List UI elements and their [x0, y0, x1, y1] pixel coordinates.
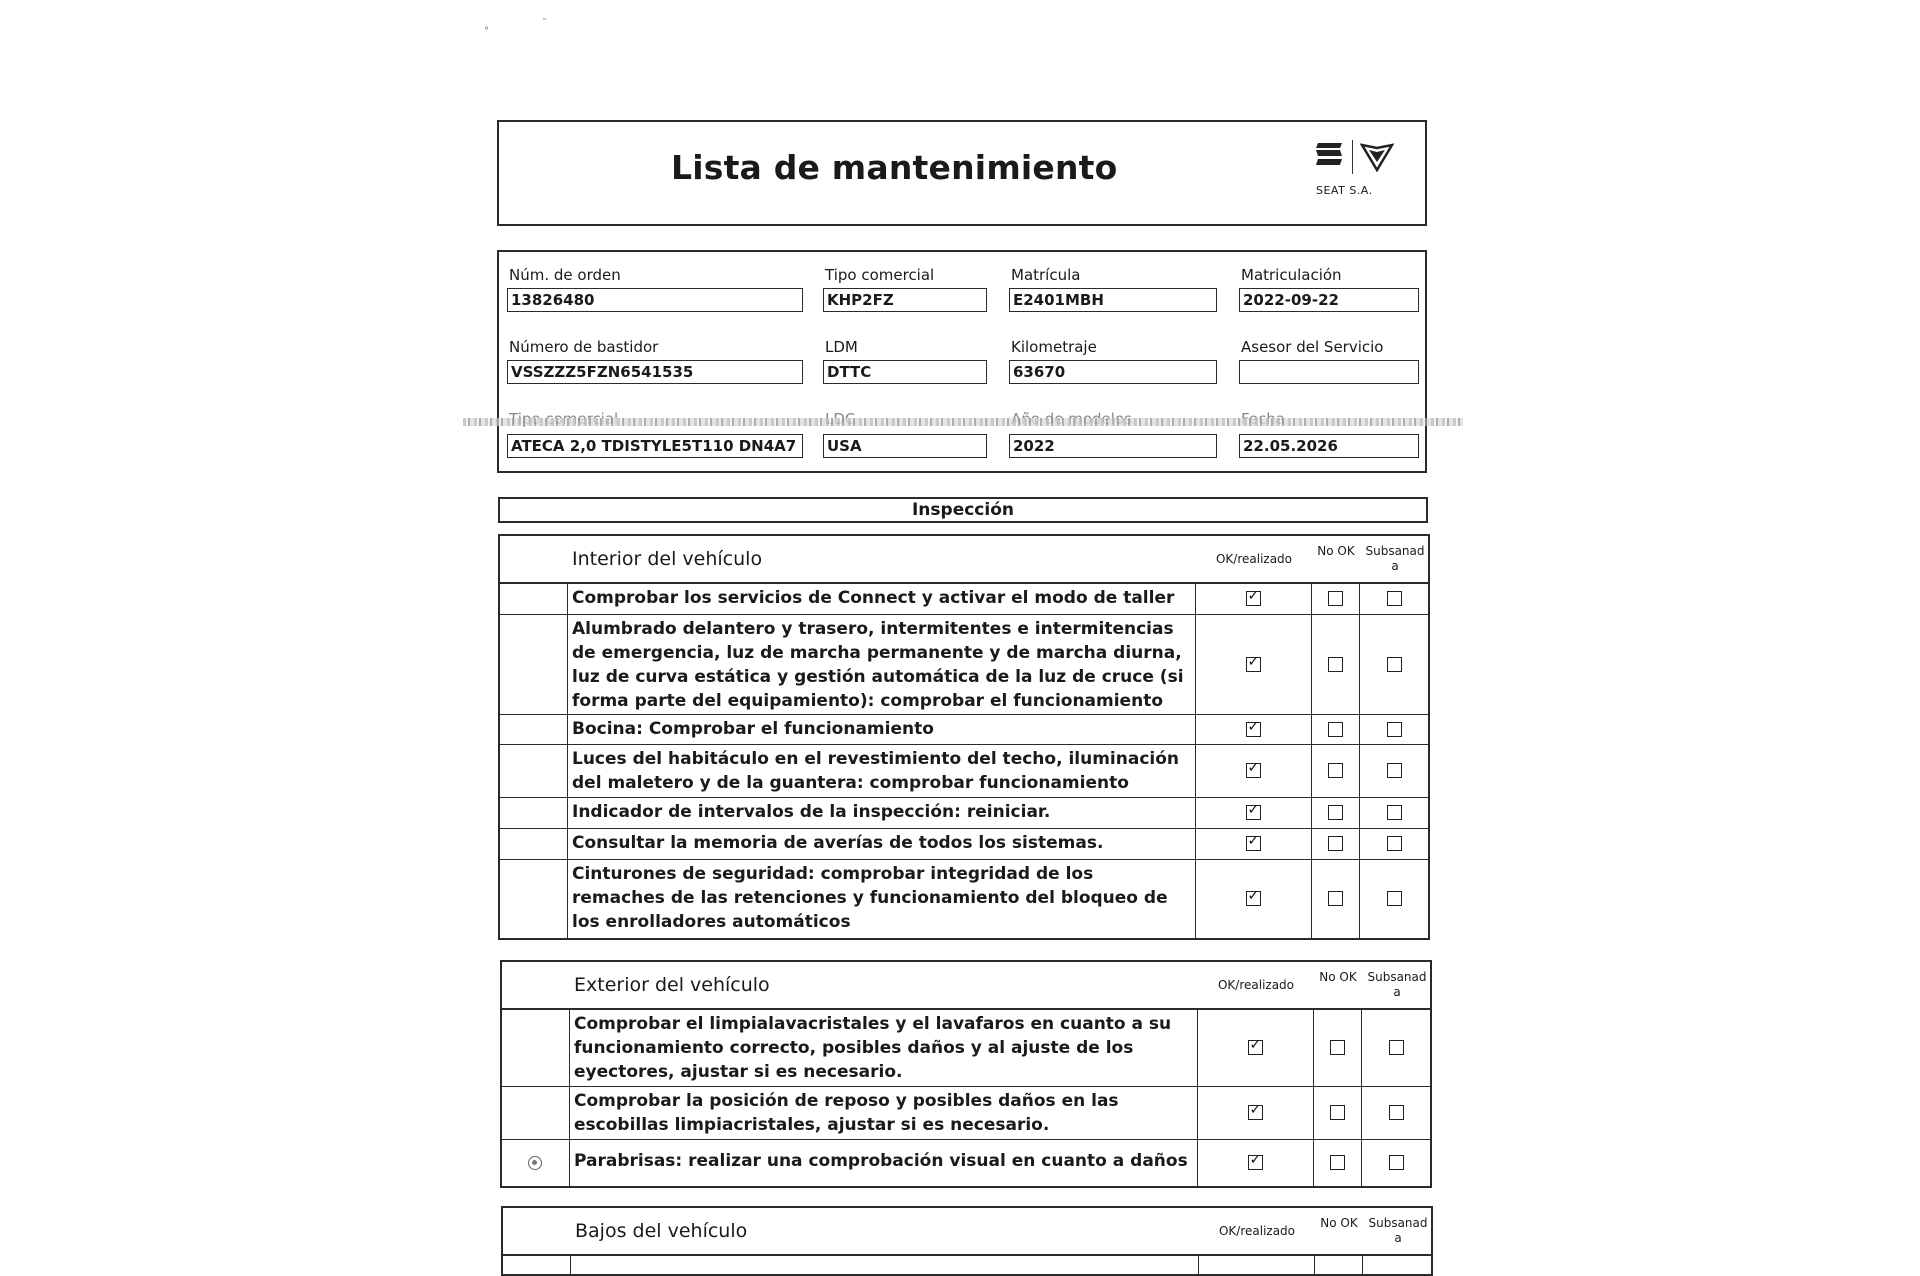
checklist-row: [500, 615, 1428, 715]
section-bajos: [501, 1206, 1433, 1276]
column-ok-header: OK/realizado: [1217, 978, 1295, 992]
field-tipo-comercial-2[interactable]: ATECA 2,0 TDISTYLE5T110 DN4A7: [507, 434, 803, 458]
scan-noise-line: [463, 418, 1463, 426]
checklist-item-text: Cinturones de seguridad: comprobar integridad de los remaches de las retenciones y funcionamiento del bloqueo de los enrolladores automáticos: [568, 860, 1196, 938]
row-marker-cell: [500, 860, 568, 938]
field-ano-modelos[interactable]: 2022: [1009, 434, 1217, 458]
checklist-item-text: Alumbrado delantero y trasero, intermitentes e intermitencias de emergencia, luz de marcha permanente y de marcha diurna, luz de curva estática y gestión automática de la luz de cruce (si forma parte del equipamiento): comprobar el funcionamiento: [568, 615, 1196, 714]
checklist-row: [500, 715, 1428, 745]
checklist-item-text: Comprobar los servicios de Connect y activar el modo de taller: [568, 584, 1196, 614]
checklist-item-text: Comprobar la posición de reposo y posibles daños en las escobillas limpiacristales, ajustar si es necesario.: [570, 1087, 1198, 1139]
ok-cell: [1199, 1256, 1315, 1276]
checklist-row: [502, 1087, 1430, 1140]
ok-checkbox[interactable]: [1246, 722, 1261, 737]
label-numero-bastidor: Número de bastidor: [509, 338, 659, 356]
subsanada-checkbox[interactable]: [1389, 1155, 1404, 1170]
ok-checkbox[interactable]: [1246, 891, 1261, 906]
column-subsanada-header: Subsanad a: [1365, 544, 1425, 573]
ok-checkbox[interactable]: [1248, 1105, 1263, 1120]
section-header: [503, 1208, 1431, 1256]
no-ok-checkbox[interactable]: [1328, 657, 1343, 672]
label-matricula: Matrícula: [1011, 266, 1081, 284]
column-ok-header: OK/realizado: [1215, 552, 1293, 566]
no-ok-checkbox[interactable]: [1328, 891, 1343, 906]
section-title: Interior del vehículo: [572, 548, 763, 570]
checklist-item-text: Indicador de intervalos de la inspección: reiniciar.: [568, 798, 1196, 828]
field-matriculacion[interactable]: 2022-09-22: [1239, 288, 1419, 312]
subsanada-checkbox[interactable]: [1387, 722, 1402, 737]
no-ok-checkbox[interactable]: [1328, 836, 1343, 851]
column-no-ok-header: No OK: [1319, 970, 1357, 984]
row-marker-cell: [500, 584, 568, 614]
no-ok-checkbox[interactable]: [1330, 1155, 1345, 1170]
no-ok-checkbox[interactable]: [1328, 591, 1343, 606]
subsanada-checkbox[interactable]: [1387, 805, 1402, 820]
checklist-item-text: Consultar la memoria de averías de todos los sistemas.: [568, 829, 1196, 859]
field-asesor-servicio[interactable]: [1239, 360, 1419, 384]
checklist-row: [502, 1010, 1430, 1087]
checklist-row: [502, 1140, 1430, 1186]
checklist-item-text: Bocina: Comprobar el funcionamiento: [568, 715, 1196, 744]
column-subsanada-header: Subsanad a: [1367, 970, 1427, 999]
label-asesor-servicio: Asesor del Servicio: [1241, 338, 1384, 356]
field-ldm[interactable]: DTTC: [823, 360, 987, 384]
field-kilometraje[interactable]: 63670: [1009, 360, 1217, 384]
logo-separator: [1352, 140, 1353, 174]
field-num-orden[interactable]: 13826480: [507, 288, 803, 312]
checklist-item-text: Comprobar el limpialavacristales y el lavafaros en cuanto a su funcionamiento correcto, posibles daños y al ajuste de los eyectores, ajustar si es necesario.: [570, 1010, 1198, 1086]
field-tipo-comercial[interactable]: KHP2FZ: [823, 288, 987, 312]
row-marker-cell: [503, 1256, 571, 1276]
field-numero-bastidor[interactable]: VSSZZZ5FZN6541535: [507, 360, 803, 384]
no-ok-cell: [1315, 1256, 1363, 1276]
label-matriculacion: Matriculación: [1241, 266, 1342, 284]
checklist-row: [500, 584, 1428, 615]
scan-speck: ˘: [542, 18, 547, 29]
field-matricula[interactable]: E2401MBH: [1009, 288, 1217, 312]
scan-speck: °: [484, 26, 489, 37]
field-ldc[interactable]: USA: [823, 434, 987, 458]
label-kilometraje: Kilometraje: [1011, 338, 1097, 356]
ok-checkbox[interactable]: [1246, 591, 1261, 606]
ok-checkbox[interactable]: [1246, 836, 1261, 851]
section-exterior: [500, 960, 1432, 1188]
section-title: Exterior del vehículo: [574, 974, 770, 996]
subsanada-checkbox[interactable]: [1389, 1040, 1404, 1055]
subsanada-checkbox[interactable]: [1387, 763, 1402, 778]
ok-checkbox[interactable]: [1246, 805, 1261, 820]
label-ldm: LDM: [825, 338, 858, 356]
checklist-item-text: Luces del habitáculo en el revestimiento del techo, iluminación del maletero y de la guantera: comprobar funcionamiento: [568, 745, 1196, 797]
inspection-header: Inspección: [498, 497, 1428, 523]
row-marker-cell: [500, 745, 568, 797]
checklist-row: [500, 829, 1428, 860]
subsanada-checkbox[interactable]: [1387, 657, 1402, 672]
no-ok-checkbox[interactable]: [1328, 763, 1343, 778]
label-num-orden: Núm. de orden: [509, 266, 621, 284]
no-ok-checkbox[interactable]: [1328, 722, 1343, 737]
company-name: SEAT S.A.: [1316, 184, 1373, 197]
row-marker-cell: [502, 1087, 570, 1139]
checklist-row: [500, 798, 1428, 829]
no-ok-checkbox[interactable]: [1330, 1040, 1345, 1055]
ok-checkbox[interactable]: [1248, 1155, 1263, 1170]
cupra-emblem-icon: [1360, 142, 1394, 172]
checklist-row: [503, 1256, 1431, 1276]
checklist-row: [500, 745, 1428, 798]
column-no-ok-header: No OK: [1320, 1216, 1358, 1230]
row-marker-cell: [500, 829, 568, 859]
column-ok-header: OK/realizado: [1218, 1224, 1296, 1238]
vehicle-info-block: [497, 250, 1427, 473]
row-marker-cell: [502, 1010, 570, 1086]
subsanada-checkbox[interactable]: [1387, 836, 1402, 851]
document-title: Lista de mantenimiento: [671, 148, 1118, 187]
subsanada-cell: [1363, 1256, 1433, 1276]
row-marker-cell: [500, 615, 568, 714]
subsanada-checkbox[interactable]: [1389, 1105, 1404, 1120]
section-title: Bajos del vehículo: [575, 1220, 748, 1242]
section-interior: [498, 534, 1430, 940]
subsanada-checkbox[interactable]: [1387, 891, 1402, 906]
document-header: [497, 120, 1427, 226]
label-tipo-comercial: Tipo comercial: [825, 266, 935, 284]
ok-checkbox[interactable]: [1246, 763, 1261, 778]
section-header: [502, 962, 1430, 1010]
column-subsanada-header: Subsanad a: [1368, 1216, 1428, 1245]
no-ok-checkbox[interactable]: [1330, 1105, 1345, 1120]
no-ok-checkbox[interactable]: [1328, 805, 1343, 820]
checklist-item-text: [571, 1256, 1199, 1276]
section-header: [500, 536, 1428, 584]
subsanada-checkbox[interactable]: [1387, 591, 1402, 606]
seat-s-icon: [1314, 142, 1344, 168]
seat-logo: [1314, 140, 1404, 204]
row-marker-cell: [502, 1140, 570, 1186]
ok-checkbox[interactable]: [1246, 657, 1261, 672]
column-no-ok-header: No OK: [1317, 544, 1355, 558]
damage-marker-icon: [528, 1156, 542, 1170]
row-marker-cell: [500, 798, 568, 828]
checklist-item-text: Parabrisas: realizar una comprobación visual en cuanto a daños: [570, 1140, 1198, 1186]
ok-checkbox[interactable]: [1248, 1040, 1263, 1055]
checklist-row: [500, 860, 1428, 938]
row-marker-cell: [500, 715, 568, 744]
field-fecha[interactable]: 22.05.2026: [1239, 434, 1419, 458]
